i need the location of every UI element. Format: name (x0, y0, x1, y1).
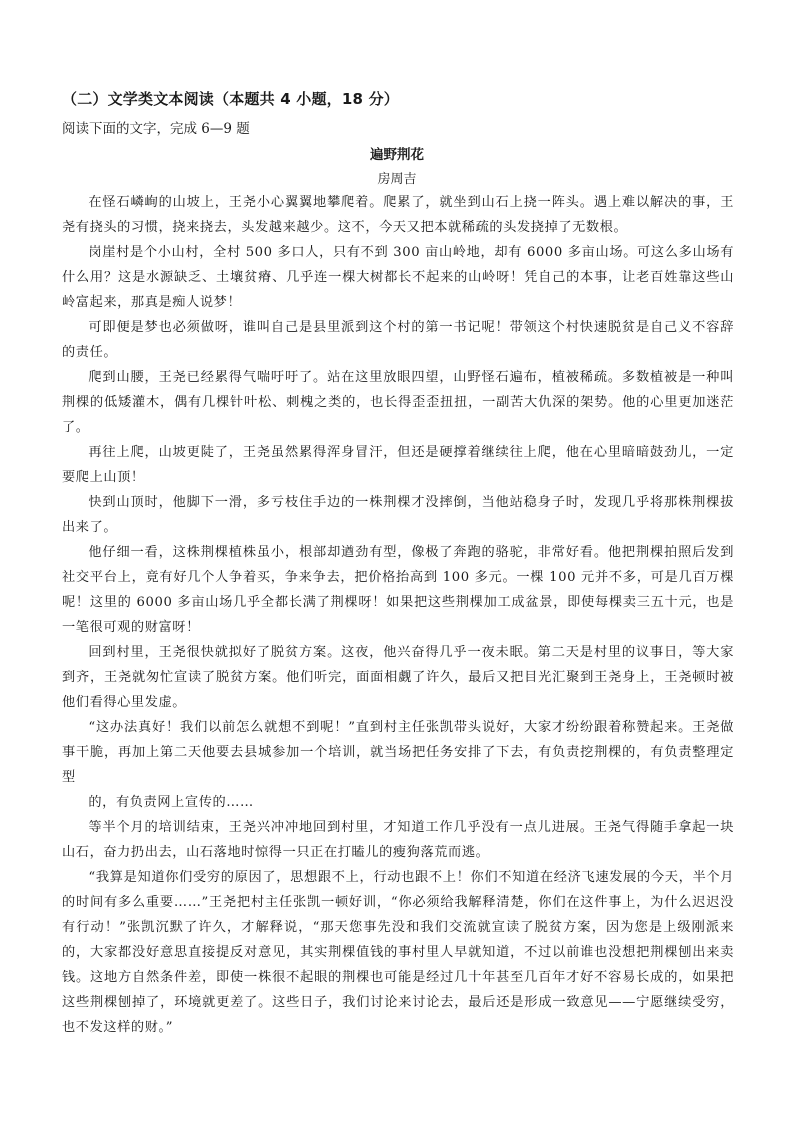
story-title: 遍野荆花 (370, 147, 424, 163)
section-heading: （二）文学类文本阅读（本题共 4 小题，18 分） (62, 90, 399, 108)
paragraph: 的，有负责网上宣传的…… (88, 795, 254, 810)
paragraph: 他仔细一看，这株荆棵植株虽小，根部却遒劲有型，像极了奔跑的骆驼，非常好看。他把荆棵拍照后发到社交平台上，竟有好几个人争着买，争来争去，把价格抬高到 100 多元。一棵 100 元并不多，可是几百万棵呢！这里的 6000 多亩山场几乎全都长满了荆棵呀！如果把这些荆棵加工成盆景，即使每棵卖三五十元，也是一笔很可观的财富呀！ (62, 545, 734, 635)
paragraph: 等半个月的培训结束，王尧兴冲冲地回到村里，才知道工作几乎没有一点儿进展。王尧气得随手拿起一块山石，奋力扔出去，山石落地时惊得一只正在打瞌儿的瘦狗落荒而逃。 (62, 820, 734, 860)
paragraph: 在怪石嶙峋的山坡上，王尧小心翼翼地攀爬着。爬累了，就坐到山石上挠一阵头。遇上难以解决的事，王尧有挠头的习惯，挠来挠去，头发越来越少。这不，今天又把本就稀疏的头发挠掉了无数根。 (62, 195, 734, 235)
story-body (62, 190, 734, 1040)
paragraph: 快到山顶时，他脚下一滑，多亏枝住手边的一株荆棵才没摔倒，当他站稳身子时，发现几乎将那株荆棵拔出来了。 (62, 495, 734, 535)
author-name: 房周吉 (377, 172, 417, 187)
paragraph: “这办法真好！我们以前怎么就想不到呢！”直到村主任张凯带头说好，大家才纷纷跟着称赞起来。王尧做事干脆，再加上第二天他要去县城参加一个培训，就当场把任务安排了下去，有负责挖荆棵的，有负责整理定型 (62, 720, 734, 785)
paragraph: 可即便是梦也必须做呀，谁叫自己是县里派到这个村的第一书记呢！带领这个村快速脱贫是自己义不容辞的责任。 (62, 320, 734, 360)
paragraph: 岗崖村是个小山村，全村 500 多口人，只有不到 300 亩山岭地，却有 6000 多亩山场。可这么多山场有什么用？这是水源缺乏、土壤贫瘠、几乎连一棵大树都长不起来的山岭呀！凭自己的本事，让老百姓靠这些山岭富起来，那真是痴人说梦！ (62, 245, 734, 310)
reading-instruction: 阅读下面的文字，完成 6—9 题 (62, 121, 250, 137)
paragraph: 回到村里，王尧很快就拟好了脱贫方案。这夜，他兴奋得几乎一夜未眠。第二天是村里的议事日，等大家到齐，王尧就匆忙宣读了脱贫方案。他们听完，面面相觑了许久，最后又把目光汇聚到王尧身上，王尧顿时被他们看得心里发虚。 (62, 645, 734, 710)
paragraph: 再往上爬，山坡更陡了，王尧虽然累得浑身冒汗，但还是硬撑着继续往上爬，他在心里暗暗鼓劲儿，一定要爬上山顶！ (62, 445, 734, 485)
paragraph: 爬到山腰，王尧已经累得气喘吁吁了。站在这里放眼四望，山野怪石遍布，植被稀疏。多数植被是一种叫荆棵的低矮灌木，偶有几棵针叶松、刺槐之类的，也长得歪歪扭扭，一副苦大仇深的架势。他的心里更加迷茫了。 (62, 370, 734, 435)
paragraph: “我算是知道你们受穷的原因了，思想跟不上，行动也跟不上！你们不知道在经济飞速发展的今天，半个月的时间有多么重要……”王尧把村主任张凯一顿好训，“你必须给我解释清楚，你们在这件事上，为什么迟迟没有行动！”张凯沉默了许久，才解释说，“那天您事先没和我们交流就宣读了脱贫方案，因为您是上级刚派来的，大家都没好意思直接提反对意见，其实荆棵值钱的事村里人早就知道，不过以前谁也没想把荆棵刨出来卖钱。这地方自然条件差，即使一株很不起眼的荆棵也可能是经过几十年甚至几百年才好不容易长成的，如果把这些荆棵刨掉了，环境就更差了。这些日子，我们讨论来讨论去，最后还是形成一致意见——宁愿继续受穷，也不发这样的财。” (62, 870, 734, 1035)
